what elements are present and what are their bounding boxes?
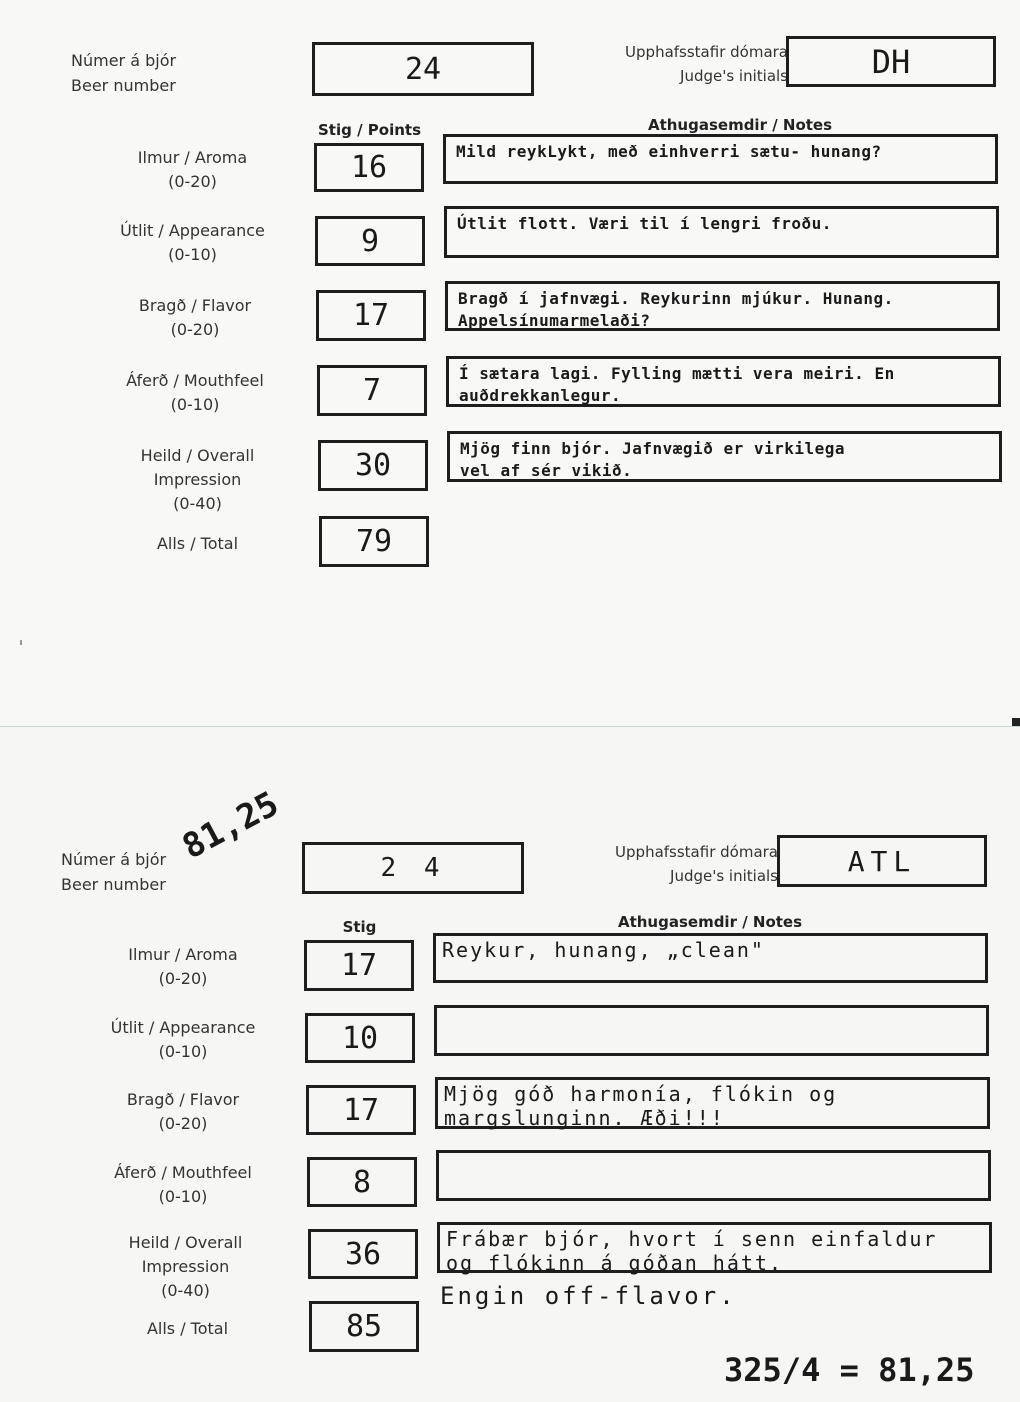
beer-number-value: 24 xyxy=(404,51,442,87)
appearance-range-2: (0-10) xyxy=(158,1042,208,1061)
appearance-score-box-2[interactable] xyxy=(305,1013,415,1063)
total-score-box[interactable] xyxy=(319,516,429,567)
flavor-note-line-2: Appelsínumarmelaði? xyxy=(458,311,651,330)
flavor-label-2 xyxy=(88,1088,278,1136)
judge-initials-label-2 xyxy=(550,840,778,888)
overall-label-2 xyxy=(83,1231,288,1303)
appearance-range: (0-10) xyxy=(168,245,217,264)
flavor-notes-box[interactable] xyxy=(445,281,1000,331)
beer-number-value-2: 2 4 xyxy=(380,853,446,883)
aroma-score-2: 17 xyxy=(340,948,378,983)
mouthfeel-score: 7 xyxy=(362,373,382,408)
aroma-label xyxy=(100,146,285,194)
overall-score-box[interactable] xyxy=(318,440,428,491)
appearance-label xyxy=(100,219,285,267)
flavor-note-line-1-2: Mjög góð harmonía, flókin og xyxy=(444,1082,838,1106)
flavor-score-2: 17 xyxy=(342,1092,380,1128)
appearance-note-line-1: Útlit flott. Væri til í lengri froðu. xyxy=(457,214,832,233)
judge-initials-box-2[interactable] xyxy=(777,835,987,887)
mouthfeel-score-box-2[interactable] xyxy=(307,1157,417,1207)
overall-note-line-2: vel af sér vikið. xyxy=(460,461,633,480)
judge-initials-label xyxy=(560,40,788,88)
appearance-label-2 xyxy=(88,1016,278,1064)
beer-number-label-en: Beer number xyxy=(71,76,176,95)
overall-note-extra-2: Engin off-flavor. xyxy=(440,1282,737,1310)
score-sheet-2 xyxy=(0,727,1020,1402)
aroma-range-2: (0-20) xyxy=(158,969,208,988)
judge-initials-value-2: ATL xyxy=(847,844,917,878)
aroma-score: 16 xyxy=(350,150,388,185)
overall-note-line-2-2: og flókinn á góðan hátt. xyxy=(446,1251,783,1275)
judge-initials-value: DH xyxy=(871,42,911,81)
paper-speck xyxy=(20,640,22,645)
overall-score-box-2[interactable] xyxy=(308,1229,418,1279)
appearance-label-text: Útlit / Appearance xyxy=(120,221,265,240)
mouthfeel-label-text: Áferð / Mouthfeel xyxy=(126,371,264,390)
mouthfeel-notes-box[interactable] xyxy=(446,356,1001,407)
appearance-score: 9 xyxy=(360,223,380,259)
beer-number-label-2 xyxy=(61,847,166,897)
mouthfeel-note-line-2: auðdrekkanlegur. xyxy=(459,386,622,405)
flavor-label-text-2: Bragð / Flavor xyxy=(126,1090,240,1109)
flavor-notes-box-2[interactable] xyxy=(435,1077,990,1129)
judge-label-is-2: Upphafsstafir dómara xyxy=(615,843,778,861)
average-score: 325/4 = 81,25 xyxy=(724,1351,975,1389)
flavor-note-line-2-2: margslunginn. Æði!!! xyxy=(444,1106,725,1130)
overall-label-text-2: Heild / Overall Impression xyxy=(128,1233,243,1276)
overall-notes-box[interactable] xyxy=(447,431,1002,482)
aroma-note-line-1-2: Reykur, hunang, „clean" xyxy=(442,938,765,962)
aroma-label-text: Ilmur / Aroma xyxy=(137,148,248,167)
judge-label-is: Upphafsstafir dómara xyxy=(625,43,788,61)
flavor-range-2: (0-20) xyxy=(158,1114,208,1133)
aroma-notes-box[interactable] xyxy=(443,134,998,184)
beer-number-box[interactable] xyxy=(312,42,534,96)
overall-notes-box-2[interactable] xyxy=(437,1222,992,1273)
mouthfeel-notes-box-2[interactable] xyxy=(436,1150,991,1201)
beer-number-label-is-2: Númer á bjór xyxy=(61,850,167,869)
total-label-2: Alls / Total xyxy=(146,1319,229,1338)
overall-score-2: 36 xyxy=(344,1236,382,1272)
flavor-score-box-2[interactable] xyxy=(306,1085,416,1135)
flavor-label xyxy=(100,294,290,342)
overall-range-2: (0-40) xyxy=(161,1281,210,1300)
judge-initials-box[interactable] xyxy=(786,36,996,87)
beer-number-label-en-2: Beer number xyxy=(61,875,166,894)
total-score: 79 xyxy=(355,524,393,559)
flavor-range: (0-20) xyxy=(170,320,220,339)
mouthfeel-range-2: (0-10) xyxy=(158,1187,208,1206)
mouthfeel-range: (0-10) xyxy=(170,395,220,414)
mouthfeel-label xyxy=(100,369,290,417)
overall-label xyxy=(95,444,300,516)
overall-score: 30 xyxy=(354,448,392,483)
notes-header: Athugasemdir / Notes xyxy=(647,116,833,134)
mouthfeel-note-line-1: Í sætara lagi. Fylling mætti vera meiri. En xyxy=(459,364,895,383)
aroma-note-line-1: Mild reykLykt, með einhverri sætu- hunang? xyxy=(456,142,882,161)
flavor-label-text: Bragð / Flavor xyxy=(138,296,252,315)
beer-number-label-is: Númer á bjór xyxy=(71,51,177,70)
margin-score: 81,25 xyxy=(176,783,286,868)
total-score-box-2[interactable] xyxy=(309,1301,419,1352)
appearance-label-text-2: Útlit / Appearance xyxy=(110,1018,256,1037)
appearance-notes-box[interactable] xyxy=(444,206,999,258)
total-label: Alls / Total xyxy=(156,534,239,553)
aroma-score-box[interactable] xyxy=(314,143,424,192)
total-score-2: 85 xyxy=(345,1309,383,1344)
mouthfeel-label-text-2: Áferð / Mouthfeel xyxy=(114,1163,252,1182)
beer-number-box-2[interactable] xyxy=(302,842,524,894)
aroma-label-2 xyxy=(88,943,278,991)
mouthfeel-score-box[interactable] xyxy=(317,365,427,416)
flavor-note-line-1: Bragð í jafnvægi. Reykurinn mjúkur. Hunang. xyxy=(458,289,894,308)
aroma-score-box-2[interactable] xyxy=(304,940,414,991)
appearance-notes-box-2[interactable] xyxy=(434,1005,989,1056)
overall-label-text: Heild / Overall Impression xyxy=(140,446,255,489)
aroma-notes-box-2[interactable] xyxy=(433,933,988,983)
judge-label-en-2: Judge's initials xyxy=(670,867,778,885)
appearance-score-2: 10 xyxy=(341,1020,379,1056)
mouthfeel-label-2 xyxy=(88,1161,278,1209)
aroma-range: (0-20) xyxy=(168,172,217,191)
notes-header-2: Athugasemdir / Notes xyxy=(617,913,803,931)
flavor-score-box[interactable] xyxy=(316,290,426,341)
overall-note-line-1: Mjög finn bjór. Jafnvægið er virkilega xyxy=(460,439,846,458)
overall-note-line-1-2: Frábær bjór, hvort í senn einfaldur xyxy=(446,1227,938,1251)
edge-mark xyxy=(1012,718,1020,726)
overall-range: (0-40) xyxy=(173,494,222,513)
mouthfeel-score-2: 8 xyxy=(352,1164,372,1200)
appearance-score-box[interactable] xyxy=(315,216,425,266)
points-header-2: Stig xyxy=(342,918,377,936)
judge-label-en: Judge's initials xyxy=(680,67,788,85)
points-header: Stig / Points xyxy=(318,121,421,139)
aroma-label-text-2: Ilmur / Aroma xyxy=(128,945,238,964)
flavor-score: 17 xyxy=(352,298,390,333)
beer-number-label xyxy=(71,48,176,98)
